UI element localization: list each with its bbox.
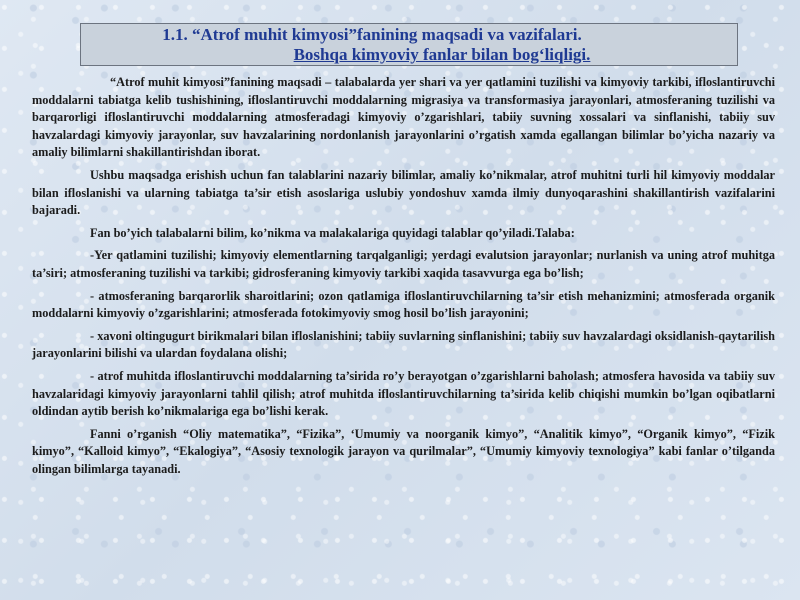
- slide-title-box: [80, 23, 738, 66]
- requirement-item-2: - atmosferaning barqarorlik sharoitlarini; ozon qatlamiga ifloslantiruvchilarning ta’sir etish mehanizmini; atmosferada organik moddalarni kimyoviy o’zgarishlarini; atmosferada fotokimyoviy smog hosil bo’lish jarayonini;: [32, 288, 775, 321]
- slide-title-line-2: Boshqa kimyoviy fanlar bilan bog‘liqligi.: [293, 45, 591, 64]
- body-text: [32, 74, 775, 483]
- paragraph-tasks: Ushbu maqsadga erishish uchun fan talablarini nazariy bilimlar, amaliy ko’nikmalar, atrof muhitni turli hil kimyoviy moddalar bilan ifloslanishi va ularning tabiatga ta’sir etish asoslariga uslubiy yondoshuv xamda ilmiy dunyoqarashini shakillantirish vazifalarini bajaradi.: [32, 167, 775, 218]
- requirement-item-1: -Yer qatlamini tuzilishi; kimyoviy elementlarning tarqalganligi; yerdagi evalutsion jarayonlar; nurlanish va uning atrof muhitga ta’siri; atmosferaning tuzilishi va tarkibi; gidrosferaning kimyoviy tarkibi xaqida tasavvurga ega bo’lish;: [32, 248, 775, 280]
- slide-title-line-1: 1.1. “Atrof muhit kimyosi”fanining maqsadi va vazifalari.: [162, 25, 582, 44]
- paragraph-goal: “Atrof muhit kimyosi”fanining maqsadi – talabalarda yer shari va yer qatlamini tuzilishi va kimyoviy tarkibi, ifloslantiruvchi moddalarni tabiatga kelib tushishining, ifloslantiruvchi moddalarning migrasiya va transformasiya jarayonlari, atmosferaning tuzilishi va barqarorligi ifloslantiruvchi moddalarning atmosferadagi kimyoviy o’zgarishlari, tabiiy suvning xossalari va sinflanishi, tabiiy suv havzalardagi kimyoviy jarayonlar, suv havzalarining nordonlanish jarayonlarini o’rgatish xamda egallangan bilimlar bo’yicha nazariy va amaliy bilimlarni shakillantirishdan iborat.: [32, 75, 775, 160]
- requirement-item-4: - atrof muhitda ifloslantiruvchi moddalarning ta’sirida ro’y berayotgan o’zgarishlarni baholash; atmosfera havosida va tabiiy suv havzalaridagi kimyoviy jarayonlarni tahlil qilish; atrof muhitda ifloslantiruvchilarning ta’sirida kelib chiqishi mumkin bo’lgan oqibatlarni oldindan aytib berish ko’nikmalariga ega bo’lishi kerak.: [32, 368, 775, 419]
- paragraph-requirements-intro: Fan bo’yich talabalarni bilim, ko’nikma va malakalariga quyidagi talablar qo’yiladi.Talaba:: [90, 225, 575, 240]
- requirement-item-3: - xavoni oltingugurt birikmalari bilan ifloslanishini; tabiiy suvlarning sinflanishini; tabiiy suv havzalardagi oksidlanish-qaytarilish jarayonlarini bilishi va ulardan foydalana olishi;: [32, 328, 775, 361]
- paragraph-related-subjects: Fanni o’rganish “Oliy matematika”, “Fizika”, ‘Umumiy va noorganik kimyo”, “Analitik kimyo”, “Organik kimyo”, “Fizik kimyo”, “Kalloid kimyo”, “Ekalogiya”, “Asosiy texnologik jarayon va qurilmalar”, “Umumiy kimyoviy texnologiya” kabi fanlar o’tilganda olingan bilimlarga tayanadi.: [32, 426, 775, 476]
